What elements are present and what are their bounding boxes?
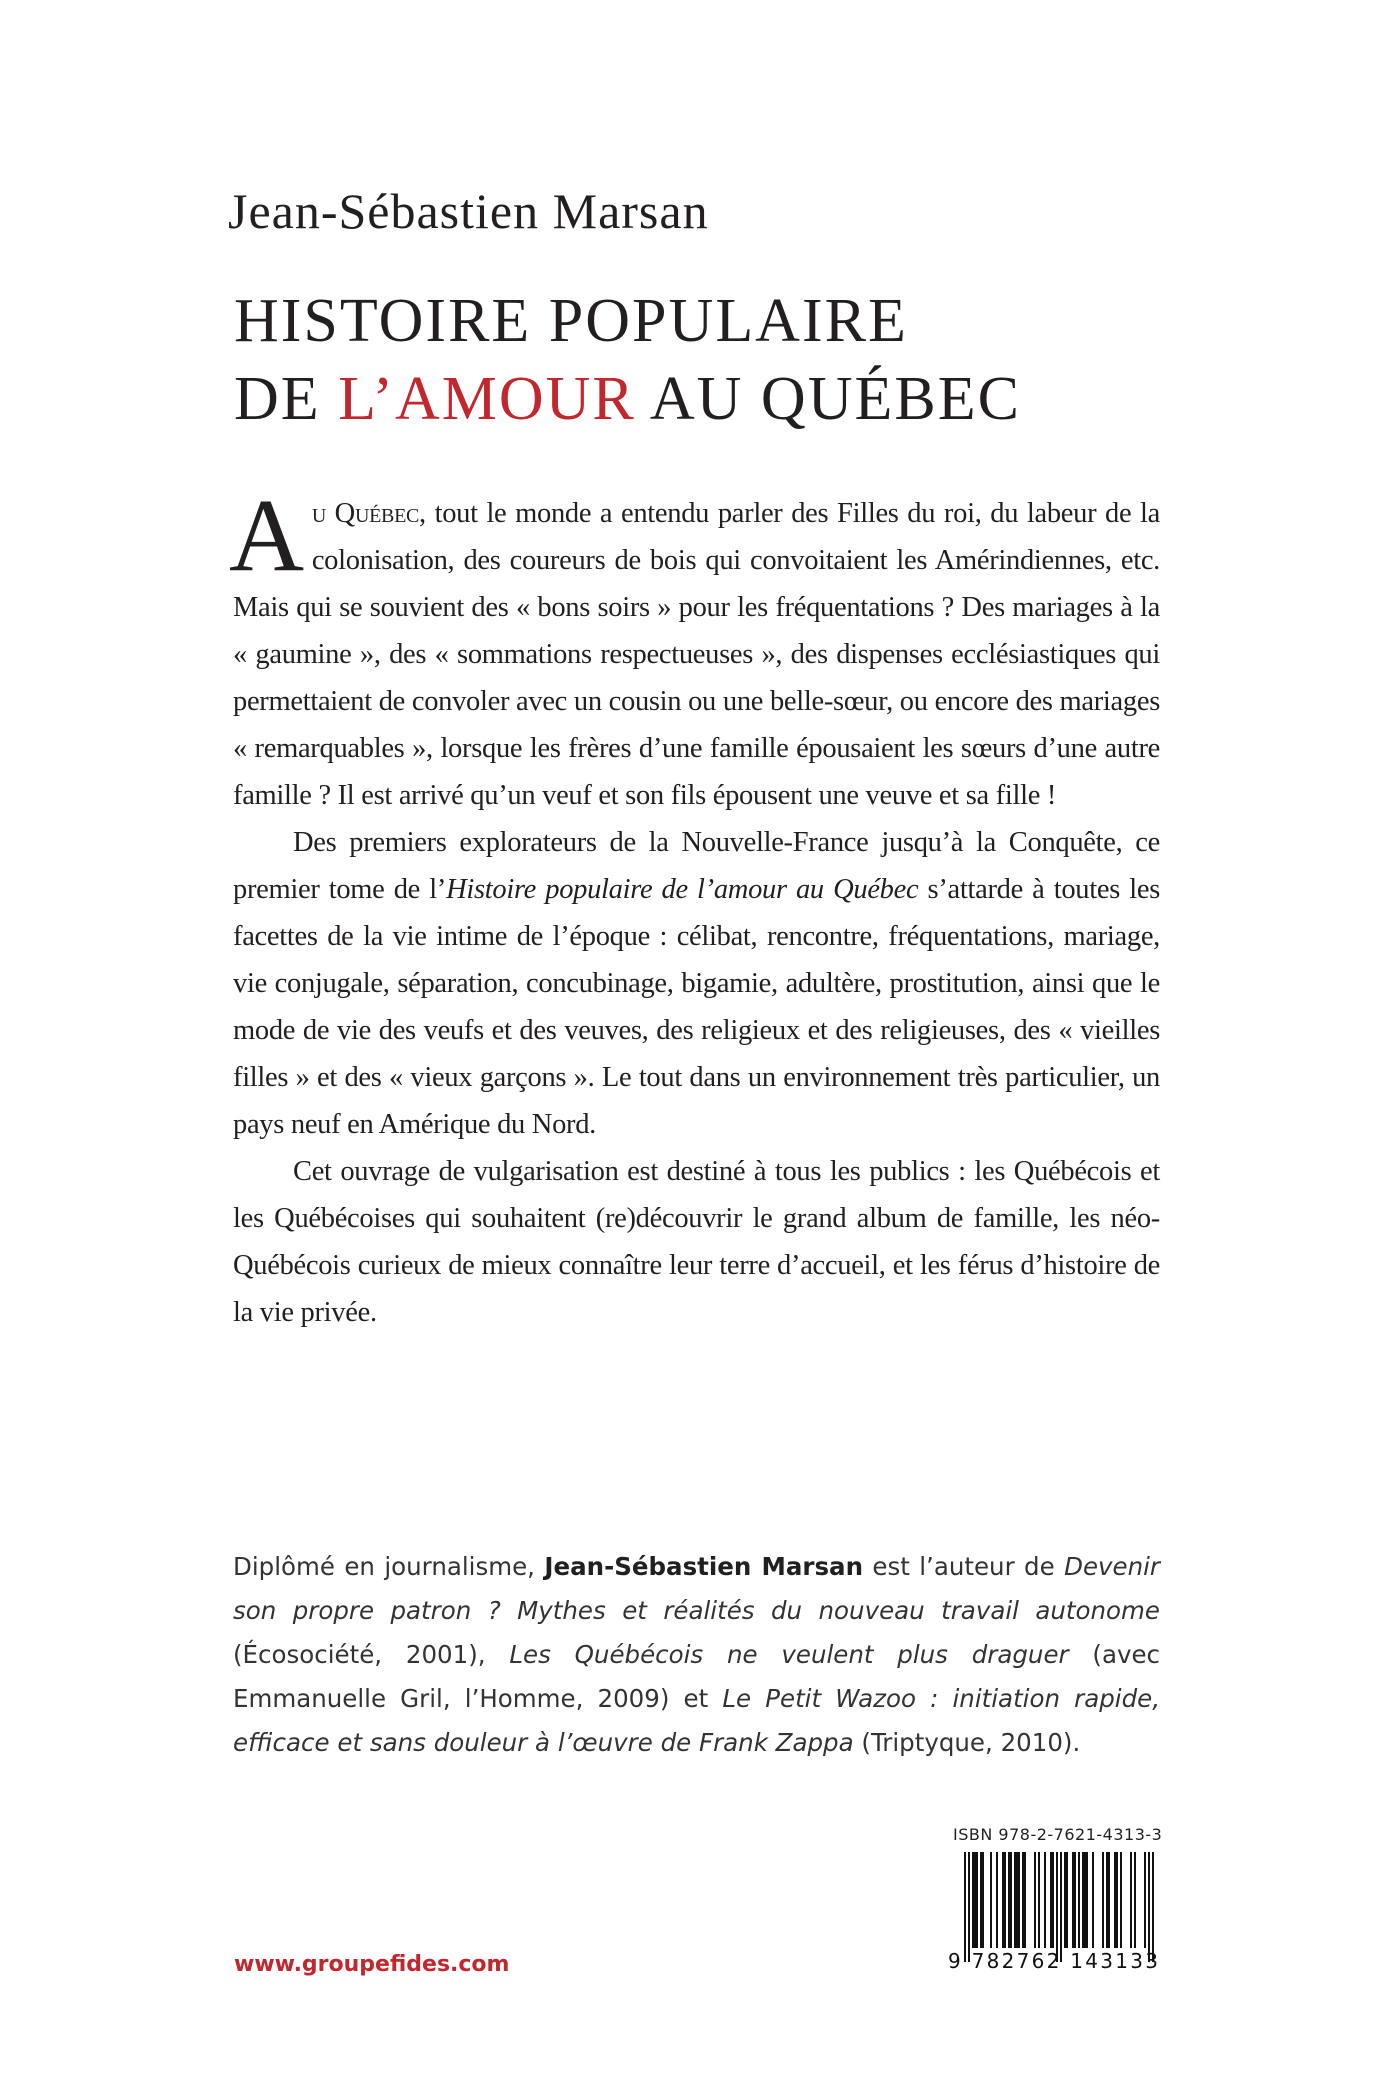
bio-text: est l’auteur de — [863, 1552, 1065, 1581]
bio-author-name: Jean-Sébastien Marsan — [544, 1552, 864, 1581]
barcode-bar — [974, 1852, 976, 1948]
publisher-website[interactable]: www.groupefides.com — [234, 1952, 510, 1977]
barcode-bar — [1134, 1852, 1136, 1948]
barcode-bar — [1072, 1852, 1074, 1948]
isbn-label: ISBN 978-2-7621-4313-3 — [953, 1825, 1163, 1844]
author-bio — [233, 1545, 1160, 1765]
barcode-bar — [1108, 1852, 1110, 1948]
barcode-bar — [1022, 1852, 1024, 1948]
barcode-bar — [1016, 1852, 1018, 1948]
barcode-bar — [1130, 1852, 1132, 1948]
bio-book-title: Les Québécois ne veulent plus draguer — [509, 1640, 1069, 1669]
bio-text: (Écosociété, 2001), — [233, 1640, 510, 1669]
barcode-bar — [1014, 1852, 1016, 1948]
barcode-bar — [972, 1852, 974, 1948]
barcode-digits: 9 782762 143133 — [948, 1949, 1158, 1970]
author-name: Jean-Sébastien Marsan — [228, 183, 709, 239]
barcode-bar — [1052, 1852, 1054, 1948]
barcode-bar — [990, 1852, 992, 1948]
barcode-bar — [1064, 1852, 1066, 1948]
barcode-bar — [1106, 1852, 1108, 1948]
bio-book-title: Devenir son propre patron ? Mythes et réalités du nouveau travail autonome — [233, 1552, 1160, 1625]
paragraph-text: s’attarde à toutes les facettes de la vie intime de l’époque : célibat, rencontre, fréquentations, mariage, vie conjugale, séparation, concubinage, bigamie, adultère, prostitution, ainsi que le mode de vie des veufs et des veuves, des religieux et des religieuses, des « vieilles filles » et des « vieux garçons ». Le tout dans un environnement très particulier, un pays neuf en Amérique du Nord. — [233, 874, 1160, 1140]
barcode-bar — [996, 1852, 998, 1948]
title-line-1: HISTOIRE POPULAIRE — [234, 287, 908, 355]
barcode-bar — [1102, 1852, 1104, 1948]
bio-text: Diplômé en journalisme, — [233, 1552, 545, 1581]
book-title-italic: Histoire populaire de l’amour au Québec — [446, 874, 919, 905]
barcode-bar — [1152, 1852, 1154, 1962]
title-line-2-suffix: AU QUÉBEC — [635, 365, 1021, 433]
blurb-paragraph-1 — [229, 478, 1160, 819]
title-highlight: L’AMOUR — [338, 365, 636, 433]
barcode-bar — [1148, 1852, 1150, 1962]
lead-in: u Québec — [311, 498, 420, 529]
barcode-bar — [1078, 1852, 1080, 1948]
barcode-bar — [1144, 1852, 1146, 1948]
barcode-bar — [1060, 1852, 1062, 1962]
blurb — [229, 478, 1160, 1336]
barcode-bar — [1018, 1852, 1020, 1948]
blurb-paragraph-3: Cet ouvrage de vulgarisation est destiné à tous les publics : les Québécois et les Québécoises qui souhaitent (re)découvrir le grand album de famille, les néo-Québécois curieux de mieux connaître leur terre d’accueil, et les férus d’histoire de la vie privée. — [233, 1156, 1160, 1328]
barcode-bar — [982, 1852, 984, 1948]
barcode-bar — [1114, 1852, 1116, 1948]
barcode — [948, 1852, 1160, 1970]
barcode-bar — [1008, 1852, 1010, 1948]
barcode-bar — [1074, 1852, 1076, 1948]
drop-cap: A — [229, 478, 304, 593]
book-title — [234, 282, 1021, 438]
barcode-bar — [1120, 1852, 1122, 1948]
barcode-bar — [1066, 1852, 1068, 1948]
title-line-2-prefix: DE — [234, 365, 339, 433]
barcode-bar — [1034, 1852, 1036, 1948]
barcode-bar — [1092, 1852, 1094, 1948]
barcode-bar — [976, 1852, 978, 1948]
barcode-bar — [1050, 1852, 1052, 1948]
barcode-bar — [964, 1852, 966, 1962]
paragraph-text: , tout le monde a entendu parler des Filles du roi, du labeur de la colonisation, des coureurs de bois qui convoitaient les Amérindiennes, etc. Mais qui se souvient des « bons soirs » pour les fréquentations ? Des mariages à la « gaumine », des « sommations respectueuses », des dispenses ecclésiastiques qui permettaient de convoler avec un cousin ou une belle-sœur, ou encore des mariages « remarquables », lorsque les frères d’une famille épousaient les sœurs d’une autre famille ? Il est arrivé qu’un veuf et son fils épousent une veuve et sa fille ! — [233, 498, 1160, 811]
barcode-bar — [1116, 1852, 1118, 1948]
barcode-bar — [1024, 1852, 1026, 1948]
barcode-bar — [1084, 1852, 1086, 1948]
barcode-bar — [1082, 1852, 1084, 1948]
barcode-bar — [1004, 1852, 1006, 1948]
barcode-bar — [1086, 1852, 1088, 1948]
blurb-paragraph-2 — [233, 819, 1160, 1148]
bio-book-title: Le Petit Wazoo : initiation rapide, efficace et sans douleur à l’œuvre de Frank Zappa — [233, 1684, 1160, 1757]
barcode-bar — [968, 1852, 970, 1962]
barcode-bar — [1010, 1852, 1012, 1948]
paragraph-text: Des premiers explorateurs de la Nouvelle-France jusqu’à la Conquête, ce premier tome de l’ — [233, 827, 1160, 905]
bio-text: (Triptyque, 2010). — [853, 1728, 1081, 1757]
barcode-bar — [1038, 1852, 1040, 1948]
barcode-bar — [1044, 1852, 1046, 1948]
barcode-bar — [1002, 1852, 1004, 1948]
barcode-bar — [980, 1852, 982, 1948]
bio-text: (avec Emmanuelle Gril, l’Homme, 2009) et — [233, 1640, 1161, 1713]
barcode-bar — [1056, 1852, 1058, 1962]
